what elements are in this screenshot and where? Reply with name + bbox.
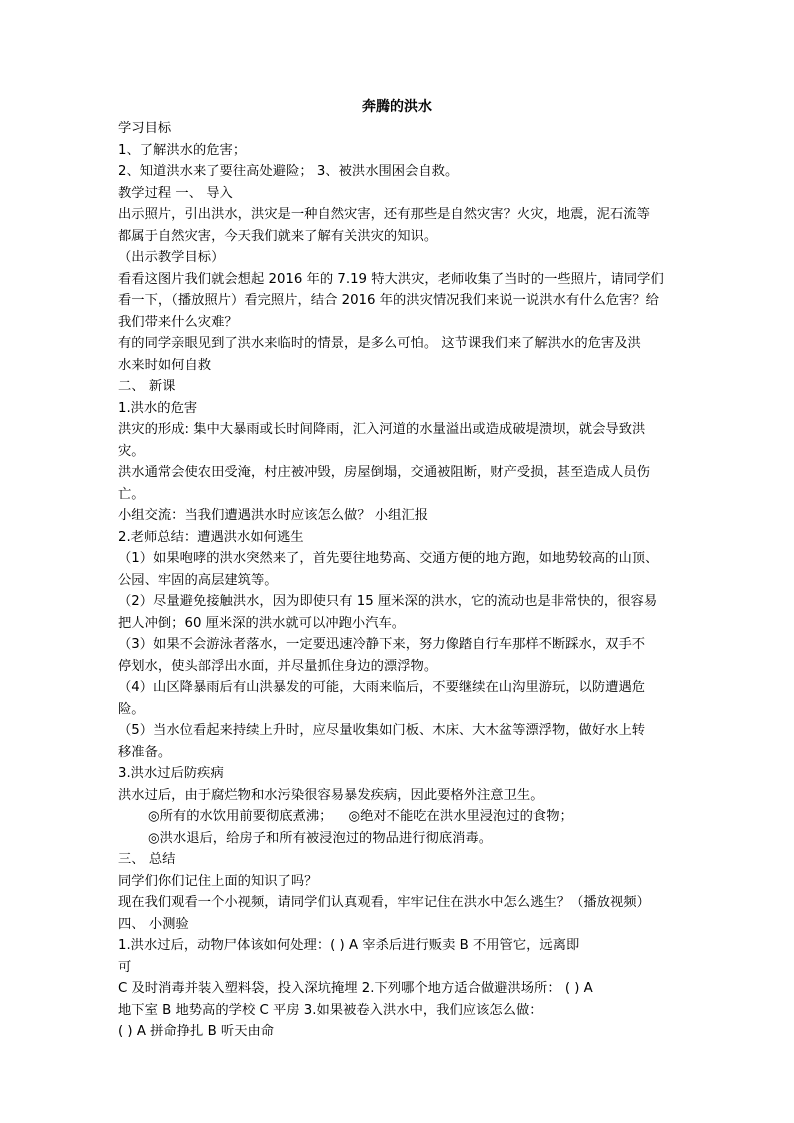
section-heading: 三、 总结 [118, 852, 176, 867]
text-line: 1、了解洪水的危害； [118, 142, 247, 158]
text-line: 看一下，（播放照片）看完照片，结合 2016 年的洪灾情况我们来说一说洪水有什么危害？给 [118, 293, 659, 308]
quiz-line: 1.洪水过后，动物尸体该如何处理：( ) A 宰杀后进行贩卖 B 不用管它，远离即 [118, 938, 580, 953]
text-line: （出示教学目标） [118, 250, 225, 265]
quiz-line: 可 [118, 959, 132, 975]
text-line: 教学过程 一、 导入 [118, 185, 233, 201]
text-line: （5）当水位看起来持续上升时，应尽量收集如门板、木床、大木盆等漂浮物，做好水上转 [118, 723, 646, 738]
text-line: （2）尽量避免接触洪水，因为即使只有 15 厘米深的洪水，它的流动也是非常快的，很容易 [118, 594, 658, 609]
text-line: 现在我们观看一个小视频，请同学们认真观看，牢牢记住在洪水中怎么逃生？（播放视频） [118, 895, 650, 910]
text-line: 洪水通常会使农田受淹，村庄被冲毁，房屋倒塌，交通被阻断，财产受损，甚至造成人员伤 [118, 465, 650, 480]
text-line: 同学们你们记住上面的知识了吗？ [118, 873, 318, 889]
bullet-line [118, 806, 684, 828]
text-line: 险。 [118, 701, 145, 717]
document-body [118, 118, 684, 1043]
bullet-item: ◎绝对不能吃在洪水里浸泡过的食物； [348, 809, 573, 824]
text-line: 出示照片，引出洪水，洪灾是一种自然灾害，还有那些是自然灾害？火灾，地震，泥石流等 [118, 207, 650, 222]
text-line: 洪水过后，由于腐烂物和水污染很容易暴发疾病，因此要格外注意卫生。 [118, 787, 544, 803]
text-line: 移准备。 [118, 744, 172, 760]
text-line: 灾。 [118, 443, 145, 459]
text-line: 洪灾的形成: 集中大暴雨或长时间降雨，汇入河道的水量溢出或造成破堤溃坝，就会导致洪 [118, 422, 646, 437]
quiz-line: 地下室 B 地势高的学校 C 平房 3.如果被卷入洪水中，我们应该怎么做： [118, 1002, 543, 1018]
text-line: 公园、牢固的高层建筑等。 [118, 572, 278, 588]
text-line: 停划水，使头部浮出水面，并尽量抓住身边的漂浮物。 [118, 658, 438, 674]
text-line: （1）如果咆哮的洪水突然来了，首先要往地势高、交通方便的地方跑，如地势较高的山顶、 [118, 551, 659, 566]
section-heading: 四、 小测验 [118, 916, 189, 932]
text-line: 看看这图片我们就会想起 2016 年的 7.19 特大洪灾，老师收集了当时的一些照片，请同学们 [118, 271, 664, 287]
subsection-heading: 2.老师总结：遭遇洪水如何逃生 [118, 529, 304, 545]
text-line: 都属于自然灾害，今天我们就来了解有关洪灾的知识。 [118, 228, 438, 244]
bullet-item: ◎所有的水饮用前要彻底煮沸； [148, 809, 333, 824]
text-line: 2、知道洪水来了要往高处避险； 3、被洪水围困会自救。 [118, 164, 459, 179]
subsection-heading: 3.洪水过后防疾病 [118, 766, 224, 781]
text-line: 把人冲倒；60 厘米深的洪水就可以冲跑小汽车。 [118, 615, 406, 631]
text-line: 我们带来什么灾难？ [118, 314, 238, 330]
text-line: 水来时如何自救 [118, 357, 212, 373]
bullet-item: ◎洪水退后，给房子和所有被浸泡过的物品进行彻底消毒。 [148, 830, 493, 846]
quiz-line: ( ) A 拼命挣扎 B 听天由命 [118, 1024, 275, 1039]
subsection-heading: 1.洪水的危害 [118, 400, 198, 416]
text-line: 有的同学亲眼见到了洪水来临时的情景，是多么可怕。 这节课我们来了解洪水的危害及洪 [118, 336, 641, 351]
section-heading: 二、 新课 [118, 379, 176, 394]
quiz-line: C 及时消毒并装入塑料袋，投入深坑掩埋 2.下列哪个地方适合做避洪场所： ( ) A [118, 981, 593, 996]
text-line: 亡。 [118, 486, 145, 502]
text-line: 小组交流：当我们遭遇洪水时应该怎么做？ 小组汇报 [118, 508, 429, 523]
bullet-line [118, 828, 684, 850]
text-line: （4）山区降暴雨后有山洪暴发的可能，大雨来临后，不要继续在山沟里游玩，以防遭遇危 [118, 680, 646, 695]
document-title: 奔腾的洪水 [362, 99, 432, 115]
text-line: （3）如果不会游泳者落水，一定要迅速冷静下来，努力像踏自行车那样不断踩水，双手不 [118, 637, 646, 652]
text-line: 学习目标 [118, 121, 172, 136]
